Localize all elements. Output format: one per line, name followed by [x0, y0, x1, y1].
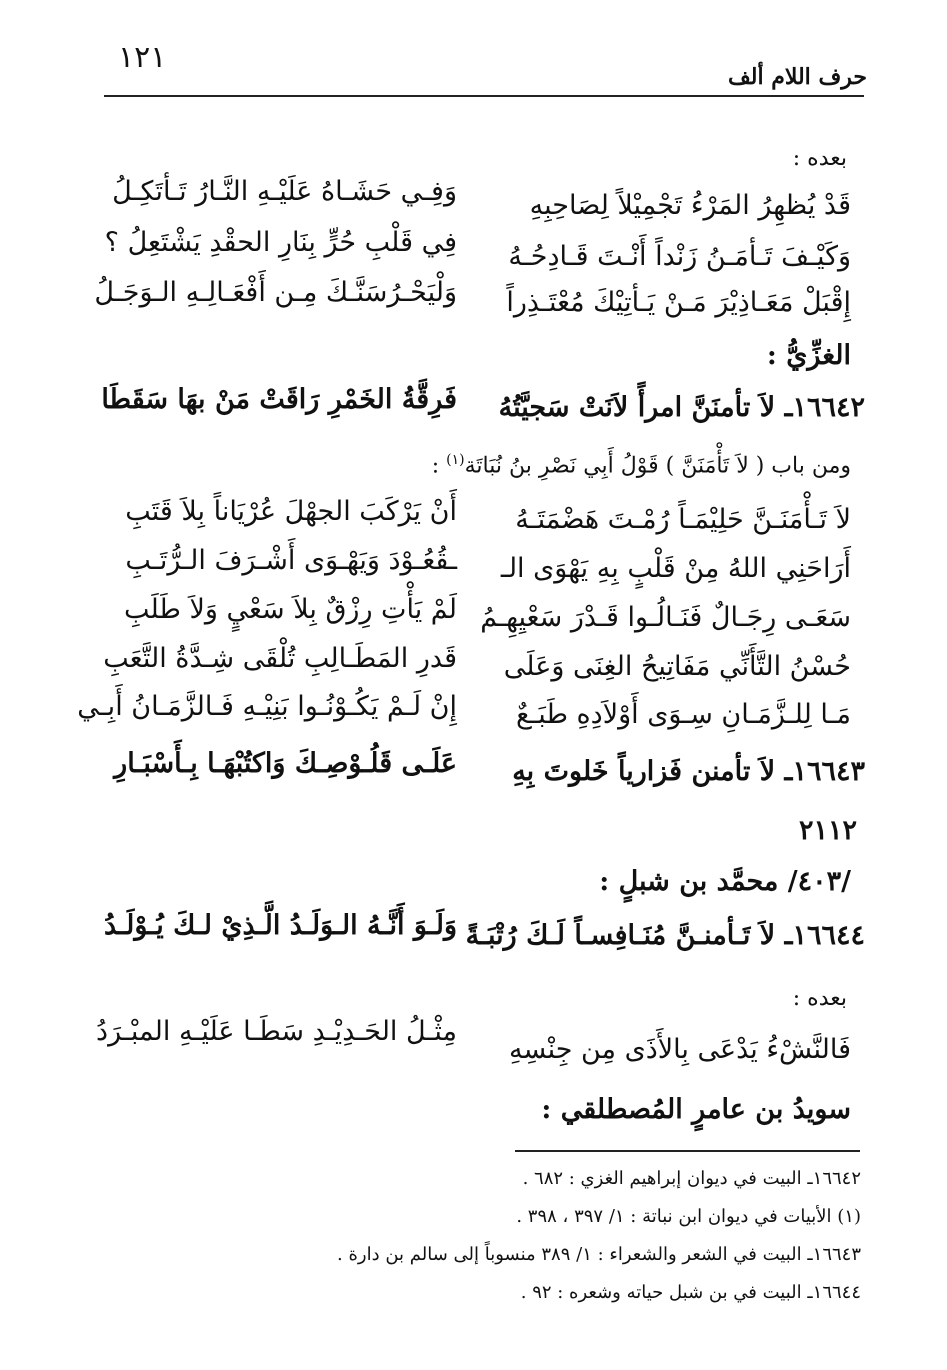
verse-left: ـقُعُـوْدَ وَيَهْـوَى أَشْـرَفَ الـرُّتَـبِ [125, 545, 457, 576]
verse-left: لَمْ يَأْتِ رِزْقٌ بِلاَ سَعْيٍ وَلاَ طَلَبِ [123, 594, 457, 625]
poet-name: /٤٠٣/ محمَّد بن شبلٍ : [599, 866, 851, 897]
verse-right: وَكَيْـفَ تَـأمَـنُ زَنْداً أَنْـتَ قَـادِحُـهُ [508, 241, 851, 272]
verse-left: قَدرِ المَطَـالِبِ تُلْقَى شِـدَّةُ التَّعَبِ [103, 643, 457, 674]
poet-name: سويدُ بن عامرٍ المُصطلقي : [541, 1094, 851, 1125]
footnote-rule [515, 1150, 860, 1152]
verse-left: مِثْـلُ الحَـدِيْـدِ سَطَـا عَلَيْـهِ المبْـرَدُ [96, 1016, 457, 1047]
entry-16642-first-hemistich: ١٦٦٤٢ـ لاَ تأمنَنَّ امرأً لاَنَتْ سَجيَّتُهُ [498, 392, 865, 423]
section-number: ٢١١٢ [798, 815, 857, 846]
poet-name: الغزِّيُّ : [766, 340, 851, 371]
footnote: (١) الأبيات في ديوان ابن نباتة : ١/ ٣٩٧ ، ٣٩٨ . [516, 1206, 861, 1227]
footnote: ١٦٦٤٢ـ البيت في ديوان إبراهيم الغزي : ٦٨٢ . [522, 1168, 861, 1189]
verse-right: حُسْنُ التَّأَنِّي مَفَاتِيحُ الغِنَى وَعَلَى [503, 651, 851, 682]
intro-label: بعده : [792, 986, 847, 1011]
verse-right: لاَ تَـأْمَنَـنَّ حَلِيْمَـاً رُمْـتَ هَضْمَتَـهُ [515, 504, 851, 535]
verse-left: وَلْيَحْـرُسَنَّـكَ مِـن أَفْعَـالِـهِ الـوَجَـلُ [94, 277, 457, 308]
footnote: ١٦٦٤٤ـ البيت في بن شبل حياته وشعره : ٩٢ . [520, 1282, 861, 1303]
verse-left: وَفِـي حَشَـاهُ عَلَيْـهِ النَّـارُ تَـأتَكِـلُ [112, 176, 457, 207]
verse-right: أَرَاحَنِي اللهُ مِنْ قَلْبٍ بِهِ يَهْوَى الـ [500, 553, 851, 584]
verse-left: إِنْ لَـمْ يَكُـوْنُـوا بَنِيْـهِ فَـالزَّمَـانُ أَبِـي [77, 691, 457, 722]
header-rule [104, 95, 864, 97]
verse-right: سَعَـى رِجَـالٌ فَنَـالُـوا قَـدْرَ سَعْيِهِـمُ [480, 602, 851, 633]
entry-16644-first-hemistich: ١٦٦٤٤ـ لاَ تَـأمنـنَّ مُنَـافِسـاً لَـكَ رُتْبَـةً [465, 920, 865, 951]
page-header-title: حرف اللام ألف [727, 64, 867, 90]
intro-colon: : [431, 453, 447, 479]
verse-left: أَنْ يَرْكَبَ الجهْلَ عُرْيَاناً بِلاَ قَتَبِ [125, 496, 457, 527]
entry-16642-second-hemistich: فَرِقَّةُ الخَمْرِ رَاقَتْ مَنْ بهَا سَقَطَا [101, 384, 457, 415]
intro-text: ومن باب ( لاَ تَأْمَنَنَّ ) قَوْلُ أَبِي نَصْرِ بنُ نُبَاتَة [464, 453, 851, 479]
intro-label: بعده : [792, 146, 847, 171]
verse-right: قَدْ يُظهِرُ المَرْءُ تَجْمِيْلاً لِصَاحِبِهِ [529, 190, 851, 221]
entry-16643-first-hemistich: ١٦٦٤٣ـ لاَ تأمنن فَزارياً خَلوتَ بِهِ [512, 756, 865, 787]
entry-16643-second-hemistich: عَلَـى قَلُـوْصِـكَ وَاكتُبْهَـا بِـأَسْبَـارِ [114, 748, 457, 779]
footnote: ١٦٦٤٣ـ البيت في الشعر والشعراء : ١/ ٣٨٩ منسوباً إلى سالم بن دارة . [337, 1244, 861, 1265]
entry-16644-second-hemistich: وَلَـوَ أَنَّـهُ الـوَلَـدُ الَّـذِيْ لـكَ يُـوْلَـدُ [104, 910, 457, 941]
verse-right: إِقْبَلْ مَعَـاذِيْرَ مَـنْ يَـأتِيْكَ مُعْتَـذِراً [506, 287, 851, 318]
page-number: ١٢١ [118, 40, 167, 75]
intro-line [432, 452, 851, 478]
verse-right: فَالنَّشْءُ يَدْعَى بِالأَذَى مِن جِنْسِهِ [509, 1034, 851, 1065]
footnote-marker: (١) [446, 452, 465, 468]
verse-right: مَـا لِلـزَّمَـانِ سِـوَى أَوْلاَدِهِ طَبَـعٌ [516, 699, 851, 730]
verse-left: فِي قَلْبِ حُرٍّ بِنَارِ الحقْدِ يَشْتَعِلُ ؟ [104, 227, 457, 258]
